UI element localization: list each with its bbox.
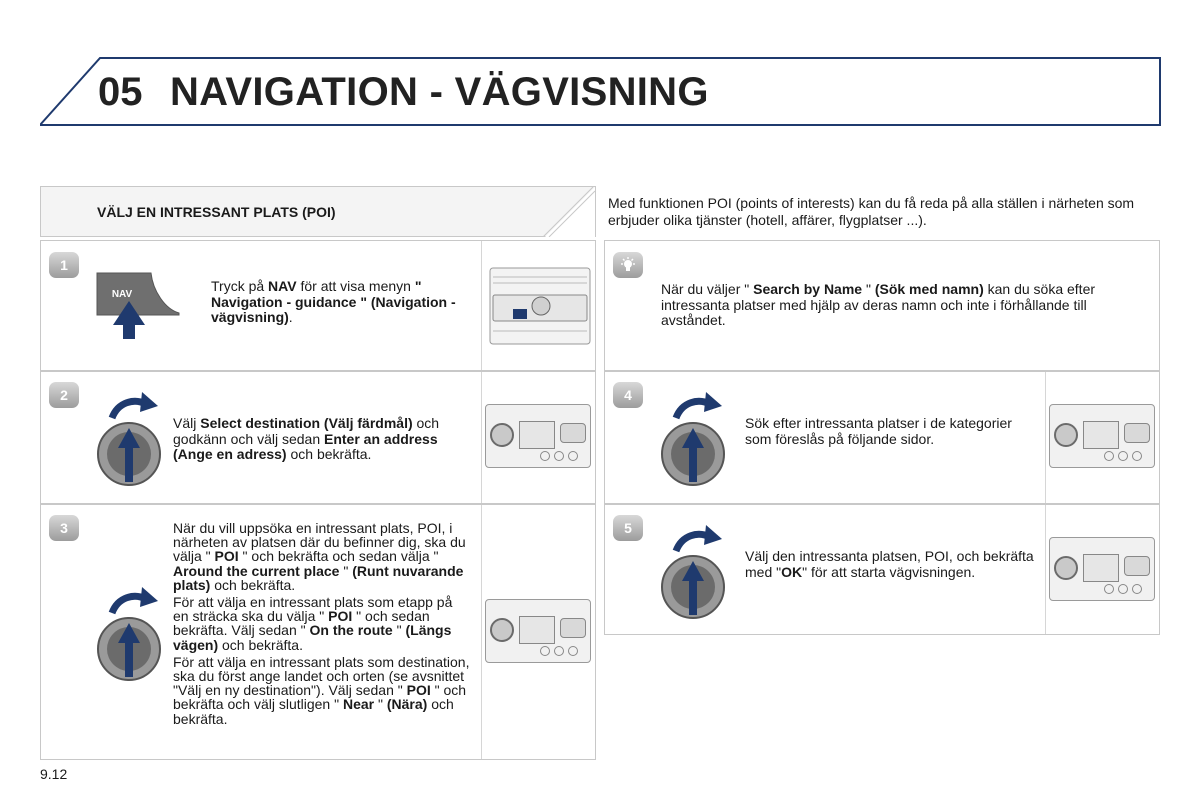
step-3-paragraph-1: När du vill uppsöka en intressant plats, POI, i närheten av platsen där du befinner dig, ska du välja " POI " och bekräfta och sedan välja " Around the current place " (Runt nuvarande plats) och bekräfta. [173, 520, 466, 593]
step-3-card [40, 504, 596, 760]
control-panel-image [485, 404, 591, 468]
step-3-paragraph-3: För att välja en intressant plats som destination, ska du först ange landet och orten (se avsnittet "Välj en ny destination"). Välj sedan " POI " och bekräfta och välj slutligen " Near " (Nära) och bekräfta. [173, 653, 470, 727]
step-4-card [604, 371, 1160, 504]
step-5-card [604, 504, 1160, 635]
page-number: 9.12 [40, 766, 68, 782]
tip-text: När du väljer " Search by Name " (Sök med namn) kan du söka efter intressanta platser med hjälp av deras namn och inte i förhållande till avståndet. [661, 281, 1096, 328]
page-title: NAVIGATION - VÄGVISNING [170, 70, 709, 114]
nav-button-icon [93, 271, 183, 343]
chapter-number: 05 [98, 70, 143, 114]
control-panel-image [1049, 404, 1155, 468]
lightbulb-icon [620, 257, 636, 273]
radio-panel-image [489, 267, 591, 345]
tip-card [604, 240, 1160, 371]
step-3-number: 3 [49, 515, 79, 541]
step-5-number: 5 [613, 515, 643, 541]
step-3-text [173, 521, 471, 729]
step-2-card [40, 371, 596, 504]
topic-corner-decoration [525, 187, 595, 237]
rotary-knob-icon [660, 390, 730, 490]
step-3-paragraph-2: För att välja en intressant plats som etapp på en sträcka ska du välja " POI " och sedan bekräfta. Välj sedan " On the route " (Längs vägen) och bekräfta. [173, 594, 453, 653]
intro-text: Med funktionen POI (points of interests) kan du få reda på alla ställen i närheten som erbjuder olika tjänster (hotell, affärer, flygplatser ...). [608, 195, 1135, 228]
rotary-knob-icon [96, 585, 166, 685]
rotary-knob-icon [96, 390, 166, 490]
step-2-text: Välj Select destination (Välj färdmål) och godkänn och välj sedan Enter an address (Ange en adress) och bekräfta. [173, 415, 440, 462]
tip-icon-badge [613, 252, 643, 278]
nav-button-label: NAV [111, 289, 133, 300]
topic-bar [40, 186, 596, 237]
control-panel-image [485, 599, 591, 663]
step-1-text: Tryck på NAV för att visa menyn " Navigation - guidance " (Navigation - vägvisning). [211, 278, 456, 325]
step-4-number: 4 [613, 382, 643, 408]
step-1-number: 1 [49, 252, 79, 278]
rotary-knob-icon [660, 523, 730, 623]
topic-label: VÄLJ EN INTRESSANT PLATS (POI) [97, 204, 336, 220]
step-5-text: Välj den intressanta platsen, POI, och bekräfta med "OK" för att starta vägvisningen. [745, 548, 1034, 580]
step-1-card [40, 240, 596, 371]
control-panel-image [1049, 537, 1155, 601]
step-4-text: Sök efter intressanta platser i de kategorier som föreslås på följande sidor. [745, 415, 1012, 447]
step-2-number: 2 [49, 382, 79, 408]
